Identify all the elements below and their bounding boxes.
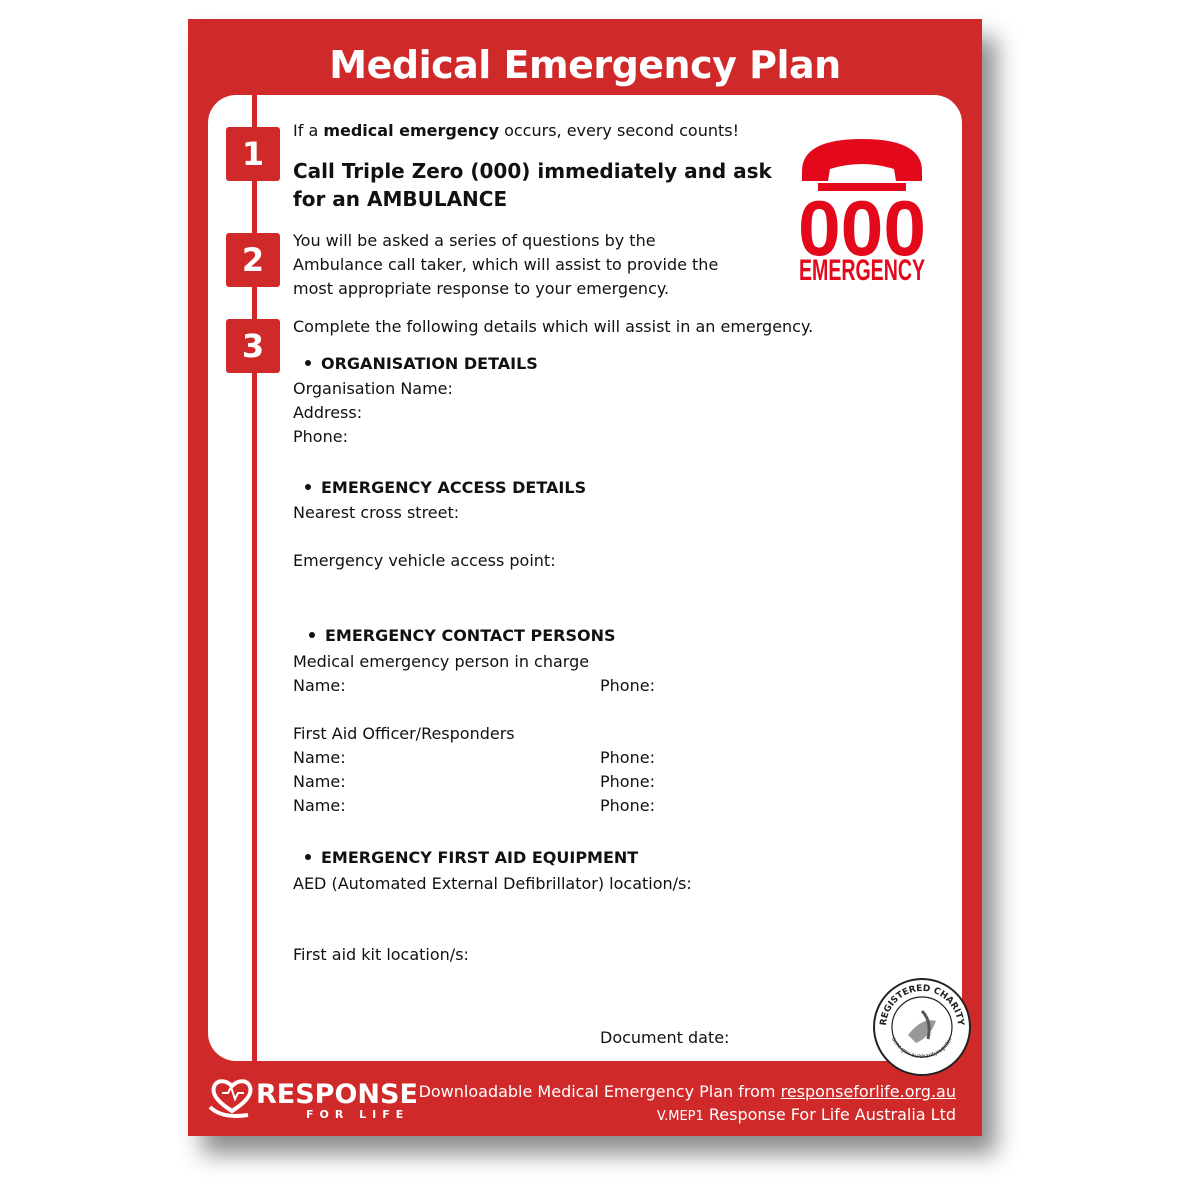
org-phone-label: Phone:	[293, 427, 348, 446]
first-aid-officers-label: First Aid Officer/Responders	[293, 724, 515, 743]
emergency-number: 000	[798, 184, 926, 272]
address-label: Address:	[293, 403, 363, 422]
bullet-icon	[305, 484, 311, 490]
phone-handset-icon	[802, 139, 922, 181]
page-title: Medical Emergency Plan	[329, 43, 841, 87]
cross-street-label: Nearest cross street:	[293, 503, 460, 522]
company-name: Response For Life Australia Ltd	[708, 1105, 956, 1124]
emergency-000-logo	[796, 137, 928, 287]
emergency-word: EMERGENCY	[799, 254, 925, 287]
step-1-badge: 1	[226, 127, 280, 181]
person-in-charge-label: Medical emergency person in charge	[293, 652, 590, 671]
download-link[interactable]: responseforlife.org.au	[780, 1082, 956, 1101]
step-2-badge: 2	[226, 233, 280, 287]
name-label: Name:	[293, 772, 346, 791]
phone-label: Phone:	[600, 772, 655, 791]
phone-label: Phone:	[600, 676, 655, 695]
registered-charity-seal	[872, 977, 972, 1077]
call-instruction: Call Triple Zero (000) immediately and ask for an AMBULANCE	[293, 159, 772, 211]
step-1-intro: If a medical emergency occurs, every second counts!	[293, 121, 740, 140]
bullet-icon	[305, 360, 311, 366]
kit-location-label: First aid kit location/s:	[293, 945, 469, 964]
access-details-heading: EMERGENCY ACCESS DETAILS	[293, 476, 586, 500]
org-name-label: Organisation Name:	[293, 379, 453, 398]
bullet-icon	[305, 854, 311, 860]
contact-persons-heading: EMERGENCY CONTACT PERSONS	[293, 624, 615, 648]
name-label: Name:	[293, 748, 346, 767]
name-label: Name:	[293, 676, 346, 695]
version-line	[657, 1105, 956, 1124]
equipment-heading: EMERGENCY FIRST AID EQUIPMENT	[293, 846, 638, 870]
content-panel	[208, 95, 966, 1061]
phone-label: Phone:	[600, 796, 655, 815]
step-3-badge: 3	[226, 319, 280, 373]
version-code: V.MEP1	[656, 1109, 704, 1124]
svg-text:acnc.gov.au/charityregister: acnc.gov.au/charityregister	[890, 1036, 954, 1060]
heart-icon	[214, 1081, 251, 1111]
step-2-text: You will be asked a series of questions by the Ambulance call taker, which will assist to provide the most appropriate response to your emergency.	[293, 231, 719, 298]
phone-label: Phone:	[600, 748, 655, 767]
logo-subtitle: FOR LIFE	[306, 1108, 410, 1121]
svg-text:REGISTERED CHARITY: REGISTERED CHARITY	[878, 983, 966, 1027]
logo-name: RESPONSE	[256, 1079, 418, 1110]
step-3-intro: Complete the following details which will assist in an emergency.	[293, 317, 814, 336]
bullet-icon	[309, 632, 315, 638]
name-label: Name:	[293, 796, 346, 815]
document-date-label: Document date:	[600, 1028, 730, 1047]
emergency-plan-poster	[188, 19, 982, 1136]
download-notice: Downloadable Medical Emergency Plan from responseforlife.org.au	[418, 1082, 956, 1101]
org-details-heading: ORGANISATION DETAILS	[293, 352, 538, 376]
heartbeat-icon	[222, 1087, 244, 1099]
vehicle-access-label: Emergency vehicle access point:	[293, 551, 556, 570]
aed-location-label: AED (Automated External Defibrillator) location/s:	[293, 874, 692, 893]
